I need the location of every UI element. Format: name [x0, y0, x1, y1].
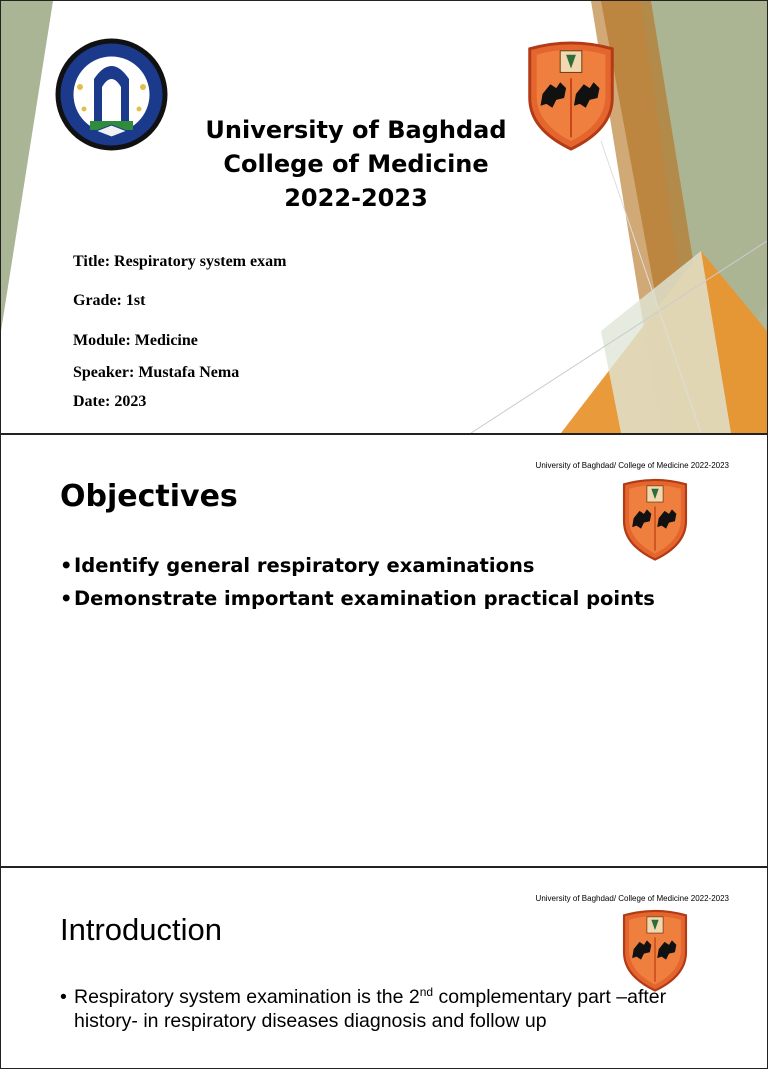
college-of-medicine-shield-icon: [619, 908, 691, 992]
bullet-item: • Identify general respiratory examinations: [60, 549, 655, 582]
info-grade: Grade: 1st: [73, 292, 146, 309]
bullet-list: [60, 549, 655, 615]
academic-year: 2022-2023: [284, 184, 428, 212]
bullet-list: [60, 985, 724, 1033]
bullet-item: • Demonstrate important examination practical points: [60, 582, 655, 615]
college-name: College of Medicine: [223, 150, 489, 178]
title-slide: [0, 0, 768, 434]
left-sage-stripe: [1, 1, 53, 331]
university-name: University of Baghdad: [205, 116, 507, 144]
slide-heading: Introduction: [60, 912, 222, 947]
bullet-text: complementary part –after history- in respiratory diseases diagnosis and follow up: [74, 986, 667, 1032]
header-note: University of Baghdad/ College of Medicine 2022-2023: [535, 461, 729, 470]
ordinal-suffix: nd: [419, 985, 434, 999]
info-speaker: Speaker: Mustafa Nema: [73, 364, 240, 381]
info-module: Module: Medicine: [73, 332, 198, 349]
bullet-item: [60, 985, 724, 1033]
bullet-text: Respiratory system examination is the 2: [74, 986, 420, 1008]
info-title: Title: Respiratory system exam: [73, 253, 287, 270]
objectives-slide: [0, 434, 768, 867]
introduction-slide: [0, 867, 768, 1069]
info-date: Date: 2023: [73, 393, 147, 410]
header-note: University of Baghdad/ College of Medicine 2022-2023: [535, 894, 729, 903]
slide-heading: Objectives: [60, 479, 238, 514]
title-block: [151, 113, 561, 215]
